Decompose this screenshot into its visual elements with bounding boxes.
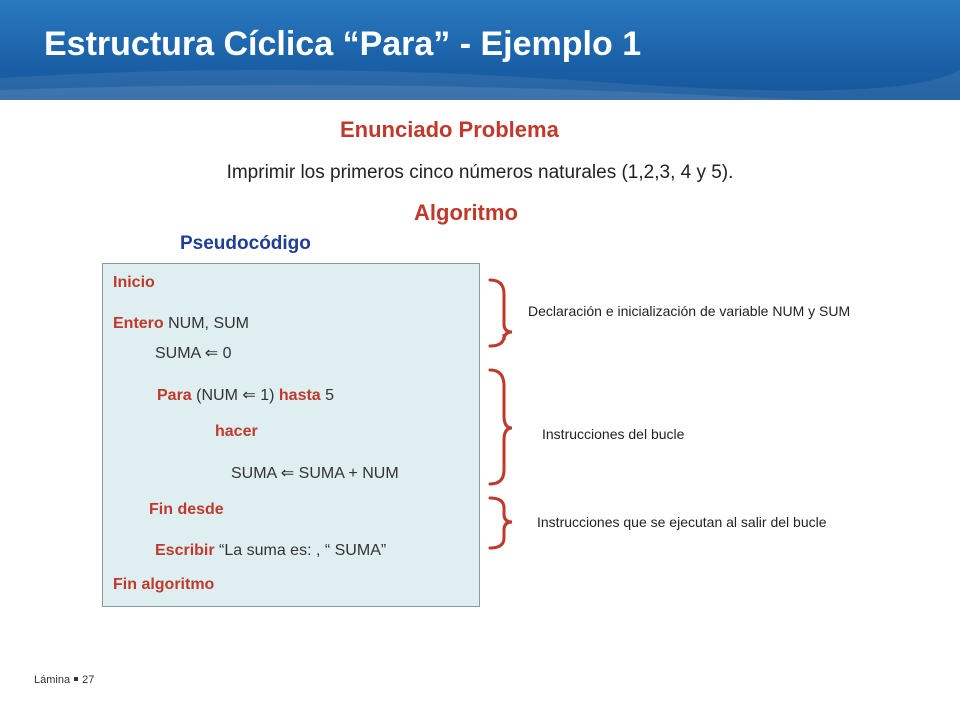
line-hacer (215, 423, 258, 441)
slide-header (0, 0, 960, 100)
keyword-inicio: Inicio (113, 274, 155, 291)
keyword-escribir: Escribir (155, 542, 215, 559)
brace-loop (490, 370, 512, 484)
keyword-hacer: hacer (215, 423, 258, 440)
annotation-after-loop: Instrucciones que se ejecutan al salir del bucle (537, 514, 827, 530)
line-escribir (155, 542, 386, 560)
slide-footer (34, 674, 94, 686)
problem-statement: Imprimir los primeros cinco números naturales (1,2,3, 4 y 5). (226, 162, 734, 183)
line-fin-desde (149, 501, 224, 519)
annotation-declaration: Declaración e inicialización de variable NUM y SUM (528, 303, 851, 319)
keyword-entero: Entero (113, 315, 164, 332)
line-entero (113, 315, 249, 333)
escribir-args: “La suma es: , “ SUMA” (214, 542, 387, 559)
keyword-fin-desde: Fin desde (149, 501, 224, 518)
para-limit: 5 (320, 387, 335, 404)
line-fin-algoritmo (113, 576, 214, 594)
line-suma-init: SUMA ⇐ 0 (155, 345, 232, 362)
line-suma-update: SUMA ⇐ SUMA + NUM (231, 465, 399, 482)
line-inicio (113, 274, 155, 292)
brace-after-loop (490, 498, 512, 548)
slide-title: Estructura Cíclica “Para” - Ejemplo 1 (44, 25, 642, 63)
slide-number: 27 (82, 674, 95, 686)
pseudocode-box (102, 263, 480, 607)
para-condition: (NUM ⇐ 1) (191, 387, 279, 404)
footer-bullet-icon (74, 677, 78, 681)
pseudocode-label: Pseudocódigo (180, 233, 311, 254)
variables-text: NUM, SUM (163, 315, 249, 332)
footer-label: Lámina (34, 674, 71, 686)
algorithm-heading: Algoritmo (414, 200, 518, 225)
annotation-loop: Instrucciones del bucle (542, 426, 685, 442)
keyword-fin-algoritmo: Fin algoritmo (113, 576, 215, 593)
line-para (157, 385, 334, 405)
brace-declaration (490, 280, 512, 346)
keyword-para: Para (157, 387, 192, 404)
problem-heading: Enunciado Problema (340, 117, 559, 142)
keyword-hasta: hasta (278, 387, 321, 404)
